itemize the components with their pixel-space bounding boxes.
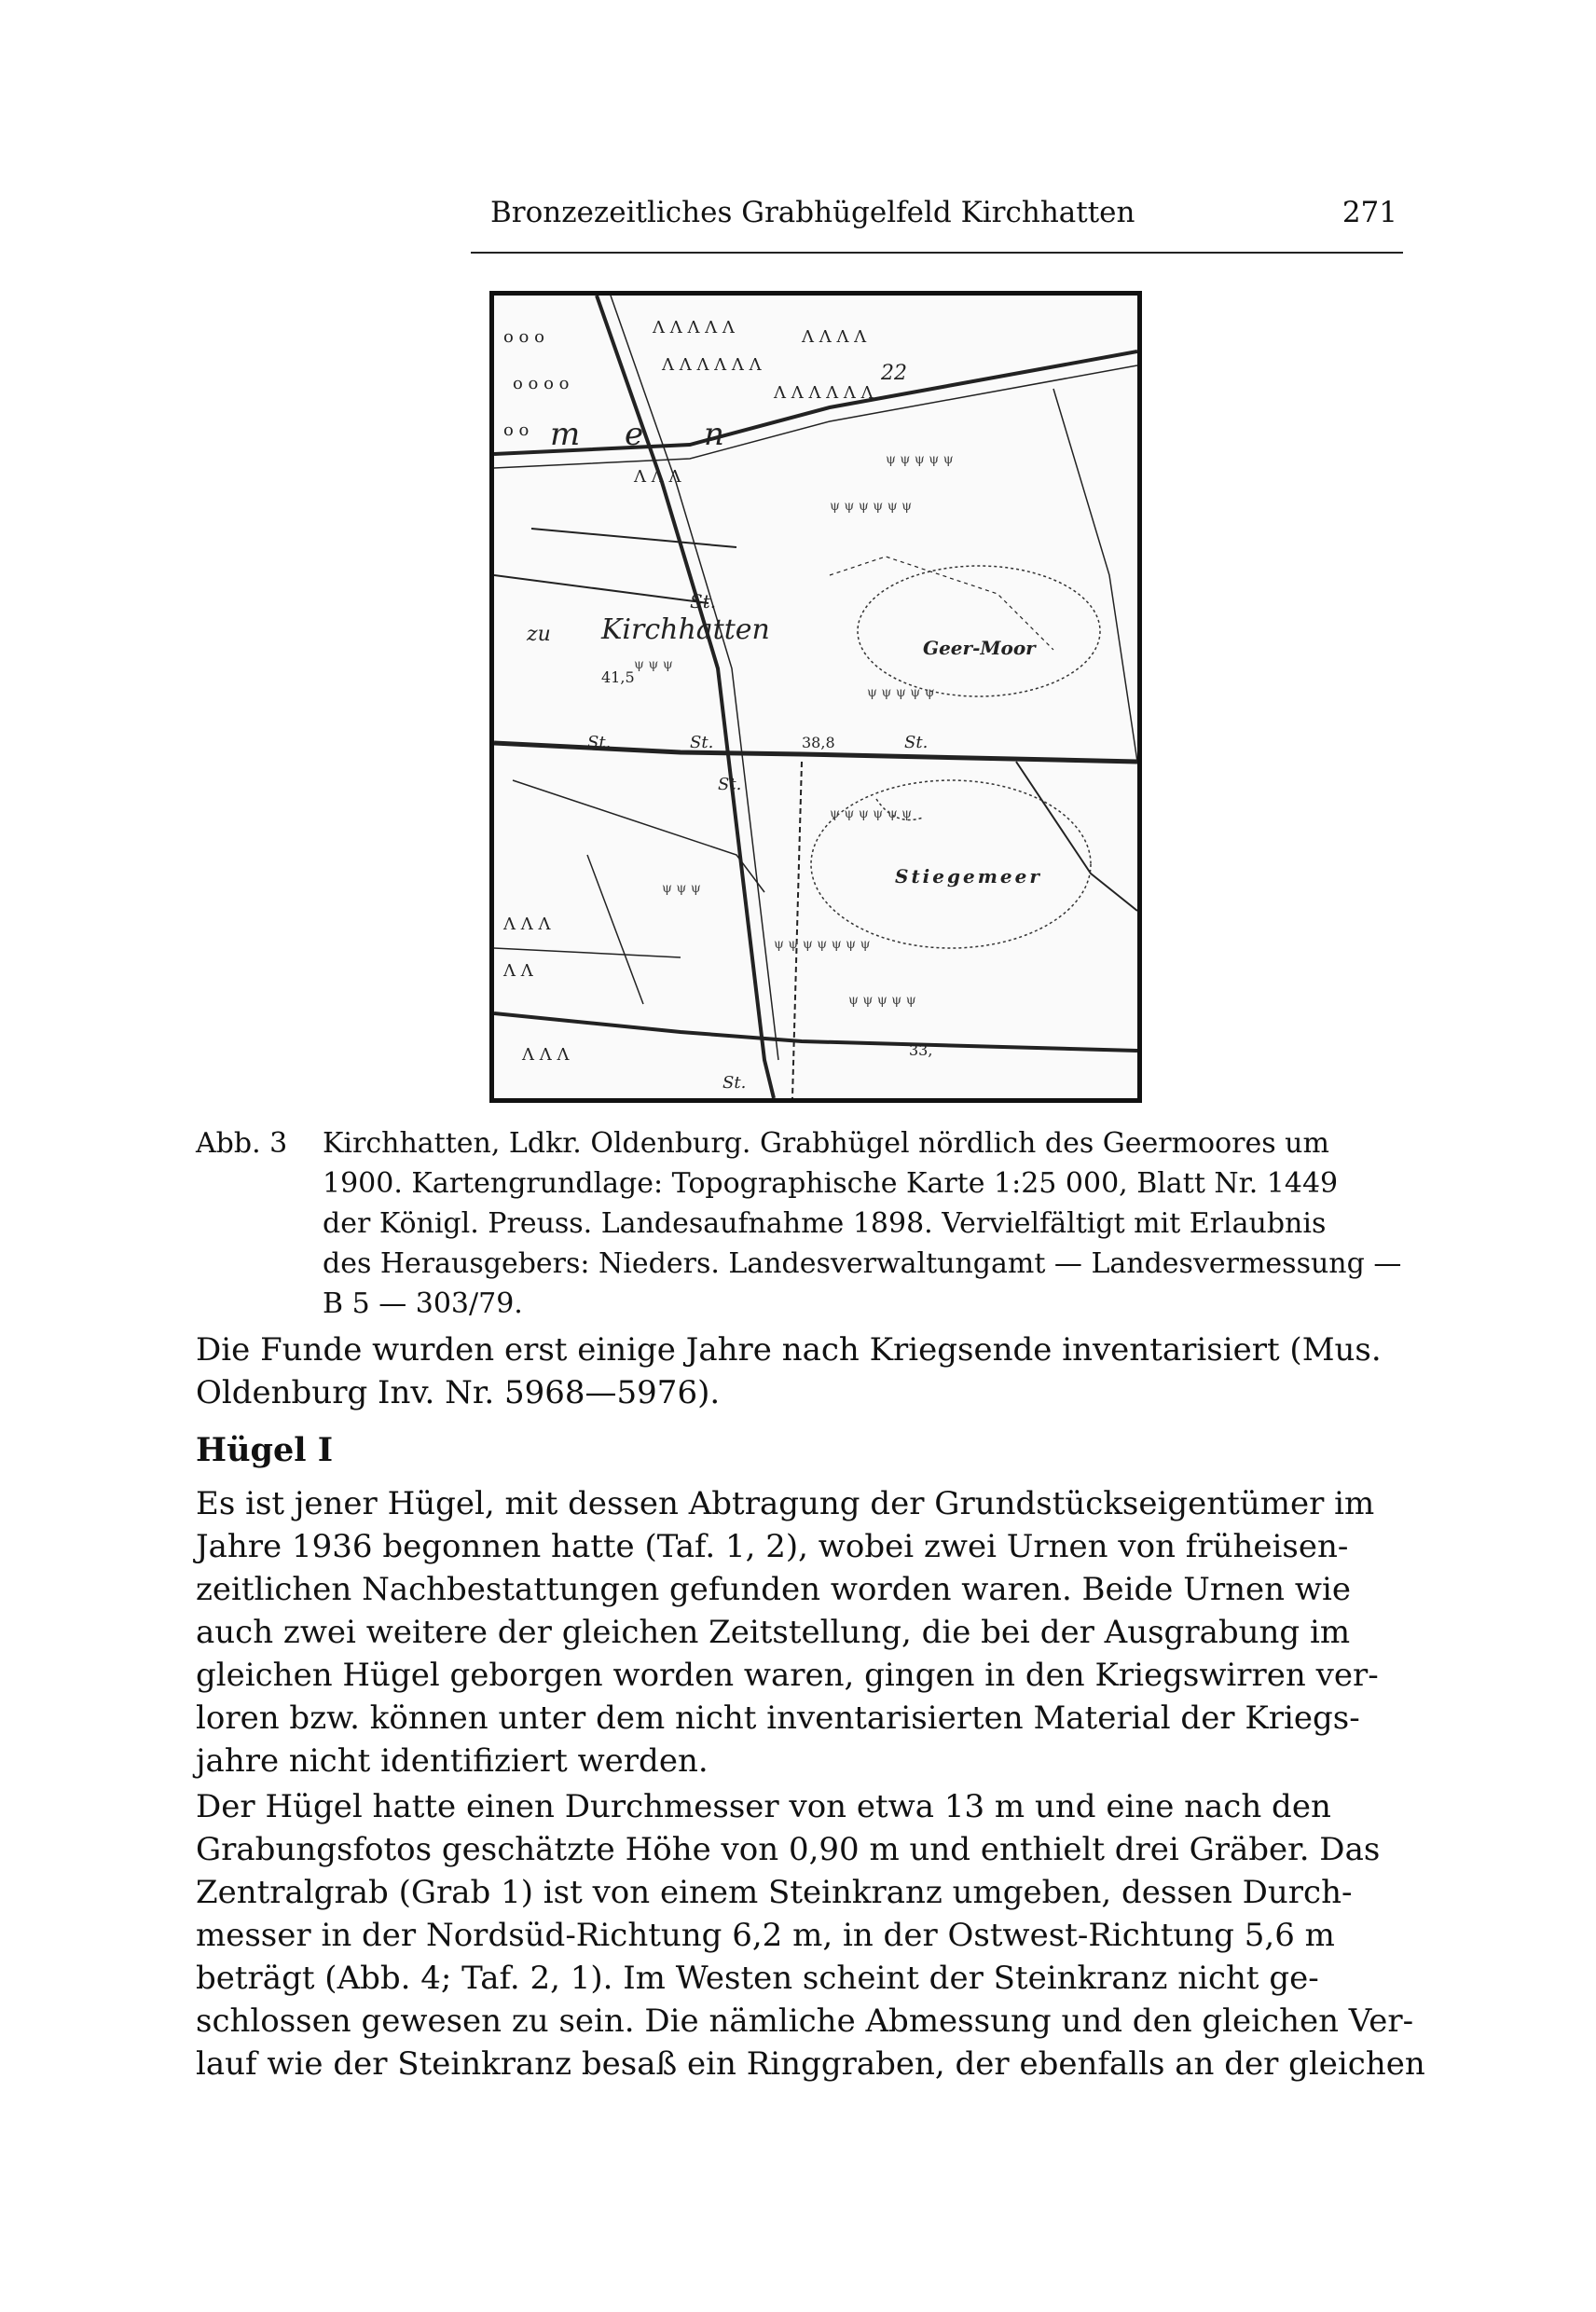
text-line: gleichen Hügel geborgen worden waren, gingen in den Kriegswirren ver- (196, 1657, 1379, 1694)
map-label-geer-moor: Geer-Moor (923, 637, 1036, 659)
map-label-stiegemeer: Stiegemeer (895, 865, 1042, 888)
svg-text:Λ Λ Λ Λ Λ Λ: Λ Λ Λ Λ Λ Λ (774, 383, 874, 403)
svg-text:Λ Λ Λ: Λ Λ Λ (522, 1045, 570, 1065)
map-label-elevation-41: 41,5 (601, 668, 635, 686)
text-line: Jahre 1936 begonnen hatte (Taf. 1, 2), wobei zwei Urnen von früheisen- (196, 1528, 1349, 1565)
svg-text:ψ ψ ψ: ψ ψ ψ (662, 881, 701, 896)
map-drawing (494, 296, 1137, 1098)
text-line: Oldenburg Inv. Nr. 5968—5976). (196, 1374, 721, 1411)
svg-text:ψ ψ ψ ψ ψ ψ: ψ ψ ψ ψ ψ ψ (830, 499, 913, 514)
map-label-m: m (550, 416, 581, 453)
svg-text:Λ Λ Λ Λ: Λ Λ Λ Λ (802, 327, 867, 347)
text-line: Zentralgrab (Grab 1) ist von einem Steinkranz umgeben, dessen Durch- (196, 1874, 1353, 1911)
map-label-st-2: St. (587, 733, 612, 752)
map-label-zu: zu (527, 623, 551, 646)
svg-text:ψ ψ ψ: ψ ψ ψ (634, 657, 673, 672)
text-line: Der Hügel hatte einen Durchmesser von etwa 13 m und eine nach den (196, 1788, 1331, 1825)
text-line: auch zwei weitere der gleichen Zeitstellung, die bei der Ausgrabung im (196, 1614, 1351, 1651)
svg-text:o o o o: o o o o (513, 374, 570, 393)
text-line: Es ist jener Hügel, mit dessen Abtragung der Grundstückseigentümer im (196, 1485, 1375, 1522)
running-header (490, 186, 1397, 242)
svg-text:ψ ψ ψ ψ ψ: ψ ψ ψ ψ ψ (886, 452, 954, 467)
map-label-22: 22 (881, 362, 907, 385)
map-label-kirchhatten: Kirchhatten (601, 613, 770, 646)
figure-label: Abb. 3 (196, 1127, 288, 1160)
running-title: Bronzezeitliches Grabhügelfeld Kirchhatten (490, 196, 1135, 229)
svg-text:ψ ψ ψ ψ ψ ψ ψ: ψ ψ ψ ψ ψ ψ ψ (774, 937, 871, 952)
svg-text:ψ ψ ψ ψ ψ ψ: ψ ψ ψ ψ ψ ψ (830, 806, 913, 821)
text-line: beträgt (Abb. 4; Taf. 2, 1). Im Westen scheint der Steinkranz nicht ge- (196, 1960, 1319, 1997)
text-line: schlossen gewesen zu sein. Die nämliche Abmessung und den gleichen Ver- (196, 2002, 1414, 2040)
text-line: zeitlichen Nachbestattungen gefunden worden waren. Beide Urnen wie (196, 1571, 1351, 1608)
text-line: lauf wie der Steinkranz besaß ein Ringgraben, der ebenfalls an der gleichen (196, 2045, 1425, 2083)
map-moor-symbols (634, 452, 954, 1008)
svg-text:o o: o o (503, 420, 530, 440)
page-number: 271 (1341, 196, 1397, 229)
map-label-elevation-38: 38,8 (802, 734, 835, 751)
text-line: messer in der Nordsüd-Richtung 6,2 m, in der Ostwest-Richtung 5,6 m (196, 1917, 1335, 1954)
caption-line: Kirchhatten, Ldkr. Oldenburg. Grabhügel nördlich des Geermoores um (323, 1127, 1329, 1160)
map-label-elevation-33: 33, (909, 1041, 933, 1059)
svg-text:o o o: o o o (503, 327, 544, 347)
topographic-map-figure (489, 291, 1142, 1103)
caption-line: der Königl. Preuss. Landesaufnahme 1898. Vervielfältigt mit Erlaubnis (323, 1207, 1327, 1240)
svg-text:ψ ψ ψ ψ ψ: ψ ψ ψ ψ ψ (867, 685, 935, 700)
svg-text:Λ Λ: Λ Λ (503, 961, 533, 981)
svg-text:Λ Λ Λ: Λ Λ Λ (503, 915, 551, 934)
caption-line: des Herausgebers: Nieders. Landesverwaltungamt — Landesvermessung — (323, 1247, 1402, 1280)
svg-text:ψ ψ ψ ψ ψ: ψ ψ ψ ψ ψ (848, 993, 916, 1008)
map-label-st-3: St. (690, 733, 714, 752)
map-label-st-6: St. (722, 1073, 747, 1093)
map-label-e: e (625, 416, 644, 453)
text-line: Die Funde wurden erst einige Jahre nach Kriegsende inventarisiert (Mus. (196, 1331, 1382, 1369)
svg-text:Λ Λ Λ Λ Λ Λ: Λ Λ Λ Λ Λ Λ (662, 355, 762, 375)
map-label-st: St. (690, 590, 717, 612)
caption-line: B 5 — 303/79. (323, 1287, 523, 1320)
map-label-n: n (704, 416, 724, 453)
header-rule (471, 252, 1403, 254)
map-label-st-5: St. (718, 775, 742, 794)
caption-line: 1900. Kartengrundlage: Topographische Karte 1:25 000, Blatt Nr. 1449 (323, 1167, 1339, 1200)
map-label-st-4: St. (904, 733, 929, 752)
section-heading: Hügel I (196, 1431, 334, 1469)
text-line: Grabungsfotos geschätzte Höhe von 0,90 m und enthielt drei Gräber. Das (196, 1831, 1381, 1868)
text-line: jahre nicht identifiziert werden. (196, 1742, 709, 1780)
map-roads (494, 296, 1137, 1098)
text-line: loren bzw. können unter dem nicht inventarisierten Material der Kriegs- (196, 1700, 1360, 1737)
svg-text:Λ Λ Λ: Λ Λ Λ (634, 467, 681, 487)
svg-text:Λ Λ Λ Λ Λ: Λ Λ Λ Λ Λ (653, 318, 735, 337)
